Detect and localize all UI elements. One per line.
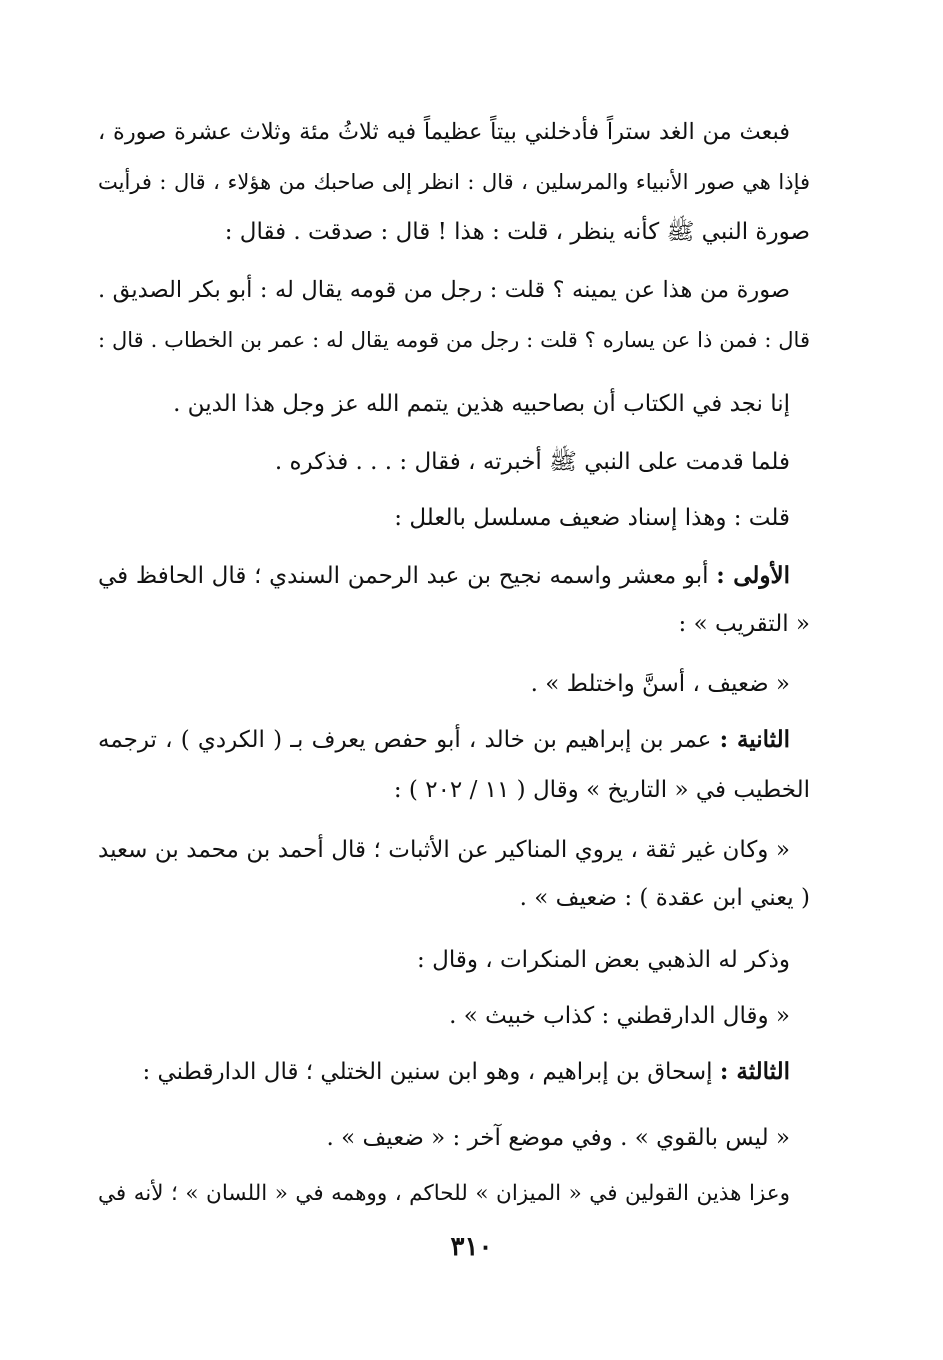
line-text: « وكان غير ثقة ، يروي المناكير عن الأثبات ؛ قال أحمد بن محمد بن سعيد — [98, 837, 790, 863]
line-text: إنا نجد في الكتاب أن بصاحبيه هذين يتمم الله عز وجل هذا الدين . — [173, 391, 790, 417]
line-text: فلما قدمت على النبي ﷺ أخبرته ، فقال : . . . فذكره . — [274, 449, 790, 475]
line-text: قال : فمن ذا عن يساره ؟ قلت : رجل من قومه يقال له : عمر بن الخطاب . قال : — [98, 328, 810, 352]
line-text: صورة النبي ﷺ كأنه ينظر ، قلت : هذا ! قال : صدقت . فقال : — [224, 219, 810, 245]
text-line — [98, 942, 790, 978]
text-line — [98, 164, 810, 200]
text-line — [98, 444, 790, 480]
text-line — [98, 386, 790, 422]
text-line — [98, 322, 810, 358]
line-text: وذكر له الذهبي بعض المنكرات ، وقال : — [417, 947, 790, 973]
text-line — [98, 1054, 790, 1090]
line-text: الخطيب في « التاريخ » وقال ( ١١ / ٢٠٢ ) : — [393, 777, 810, 803]
section-lead: الثالثة : — [719, 1058, 790, 1085]
text-line — [98, 272, 790, 308]
text-line — [98, 114, 790, 150]
line-text: أبو معشر واسمه نجيح بن عبد الرحمن السندي ؛ قال الحافظ في — [98, 563, 717, 589]
text-line — [98, 772, 810, 808]
line-text: صورة من هذا عن يمينه ؟ قلت : رجل من قومه يقال له : أبو بكر الصديق . — [98, 277, 790, 303]
text-line — [98, 500, 790, 536]
text-line — [98, 1176, 790, 1212]
line-text: إسحاق بن إبراهيم ، وهو ابن سنين الختلي ؛ قال الدارقطني : — [142, 1059, 720, 1085]
line-text: ( يعني ابن عقدة ) : ضعيف » . — [519, 885, 810, 911]
page-number: ٣١٠ — [450, 1232, 493, 1262]
line-text: « التقريب » : — [678, 611, 810, 637]
text-line — [98, 1120, 790, 1156]
text-line — [98, 998, 790, 1034]
line-text: قلت : وهذا إسناد ضعيف مسلسل بالعلل : — [394, 505, 790, 531]
text-line — [98, 722, 790, 758]
line-text: « ليس بالقوي » . وفي موضع آخر : « ضعيف » . — [326, 1125, 790, 1151]
line-text: « ضعيف ، أسنَّ واختلط » . — [530, 671, 790, 697]
line-text: عمر بن إبراهيم بن خالد ، أبو حفص يعرف بـ ( الكردي ) ، ترجمه — [98, 727, 720, 753]
line-text: فبعث من الغد ستراً فأدخلني بيتاً عظيماً فيه ثلاثُ مئة وثلاث عشرة صورة ، — [98, 119, 790, 145]
text-line — [98, 666, 790, 702]
section-lead: الأولى : — [716, 562, 790, 589]
line-text: وعزا هذين القولين في « الميزان » للحاكم ، ووهمه في « اللسان » ؛ لأنه في — [98, 1181, 790, 1206]
line-text: فإذا هي صور الأنبياء والمرسلين ، قال : انظر إلى صاحبك من هؤلاء ، قال : فرأيت — [98, 170, 810, 194]
text-line — [98, 832, 790, 868]
text-line — [98, 880, 810, 916]
text-line — [98, 558, 790, 594]
text-line — [98, 606, 810, 642]
section-lead: الثانية : — [719, 726, 790, 753]
text-line — [98, 214, 810, 250]
line-text: « وقال الدارقطني : كذاب خبيث » . — [449, 1003, 790, 1029]
